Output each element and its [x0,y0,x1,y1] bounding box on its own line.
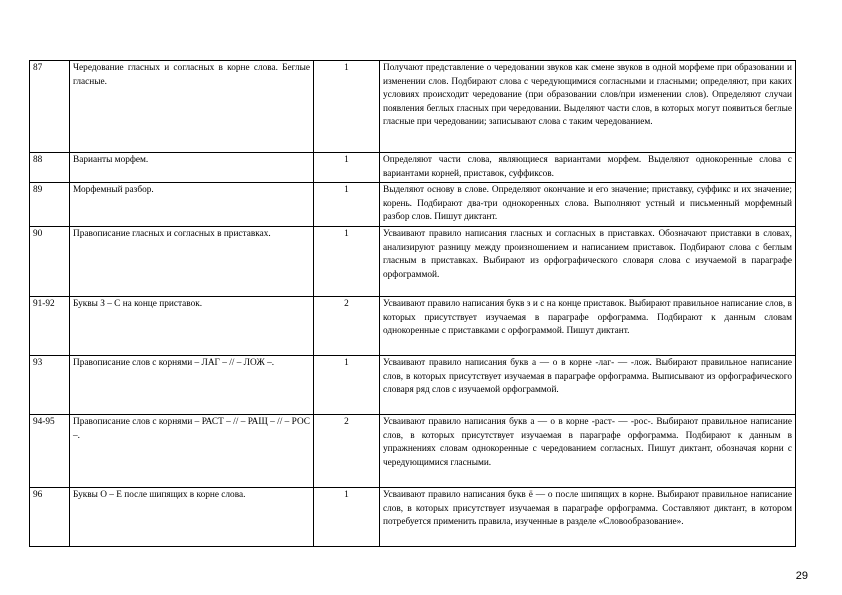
table-row [30,487,796,546]
lesson-activities: Усваивают правило написания гласных и согласных в приставках. Обозначают приставки в словах, анализируют разницу между произношением и написанием приставок. Подбирают слова с беглым гласным в приставках. Выбирают из орфографического словаря слова с изучаемой в параграфе орфограммой. [380,226,796,296]
lesson-topic: Правописание слов с корнями – ЛАГ – // – ЛОЖ –. [70,355,314,414]
lesson-plan-body [30,61,796,547]
lesson-hours: 1 [314,183,380,227]
lesson-number: 90 [30,226,70,296]
lesson-topic: Буквы О – Е после шипящих в корне слова. [70,487,314,546]
lesson-activities: Усваивают правило написания букв а — о в корне -лаг- — -лож. Выбирают правильное написание слов, в которых присутствует изучаемая в параграфе орфограмма. Выписывают из орфографического словаря ряд слов с изучаемой орфограммой. [380,355,796,414]
lesson-topic: Морфемный разбор. [70,183,314,227]
lesson-activities: Усваивают правило написания букв ё — о после шипящих в корне. Выбирают правильное написание слов, в которых присутствует изучаемая в параграфе орфограмма. Составляют диктант, в котором потребуется применить правила, изученные в разделе «Словообразование». [380,487,796,546]
lesson-topic: Чередование гласных и согласных в корне слова. Беглые гласные. [70,61,314,153]
lesson-topic: Правописание слов с корнями – РАСТ – // – РАЩ – // – РОС –. [70,414,314,487]
lesson-number: 89 [30,183,70,227]
lesson-number: 88 [30,153,70,183]
lesson-hours: 1 [314,153,380,183]
table-row [30,61,796,153]
lesson-hours: 1 [314,487,380,546]
lesson-topic: Варианты морфем. [70,153,314,183]
lesson-number: 91-92 [30,296,70,355]
lesson-topic: Буквы З – С на конце приставок. [70,296,314,355]
lesson-hours: 1 [314,61,380,153]
table-row [30,226,796,296]
lesson-number: 93 [30,355,70,414]
lesson-hours: 2 [314,414,380,487]
lesson-hours: 2 [314,296,380,355]
lesson-hours: 1 [314,226,380,296]
lesson-hours: 1 [314,355,380,414]
page-number: 29 [795,570,808,582]
lesson-activities: Выделяют основу в слове. Определяют окончание и его значение; приставку, суффикс и их значение; корень. Подбирают два-три однокоренных слова. Выполняют устный и письменный морфемный разбор слов. Пишут диктант. [380,183,796,227]
table-row [30,153,796,183]
lesson-activities: Определяют части слова, являющиеся вариантами морфем. Выделяют однокоренные слова с вариантами корней, приставок, суффиксов. [380,153,796,183]
table-row [30,355,796,414]
lesson-number: 94-95 [30,414,70,487]
lesson-number: 96 [30,487,70,546]
lesson-activities: Усваивают правило написания букв з и с на конце приставок. Выбирают правильное написание слов, в которых присутствует изучаемая в параграфе орфограмма. Подбирают к данным словам однокоренные с приставками с орфограммой. Пишут диктант. [380,296,796,355]
lesson-activities: Получают представление о чередовании звуков как смене звуков в одной морфеме при образовании и изменении слов. Подбирают слова с чередующимися согласными и гласными; определяют, при каких условиях происходит чередование (при образовании слов/при изменении слов). Определяют случаи появления беглых гласных при чередовании. Выделяют части слов, в которых могут появиться беглые гласные при чередовании; записывают слова с таким чередованием. [380,61,796,153]
table-row [30,183,796,227]
lesson-topic: Правописание гласных и согласных в приставках. [70,226,314,296]
table-row [30,414,796,487]
lesson-plan-table [29,60,796,547]
lesson-activities: Усваивают правило написания букв а — о в корне -раст- — -рос-. Выбирают правильное написание слов, в которых присутствует изучаемая в параграфе орфограмма. Подбирают к данным в упражнениях словам однокоренные с чередованием согласных. Пишут диктант, обозначая корни с чередующимися гласными. [380,414,796,487]
table-row [30,296,796,355]
lesson-number: 87 [30,61,70,153]
